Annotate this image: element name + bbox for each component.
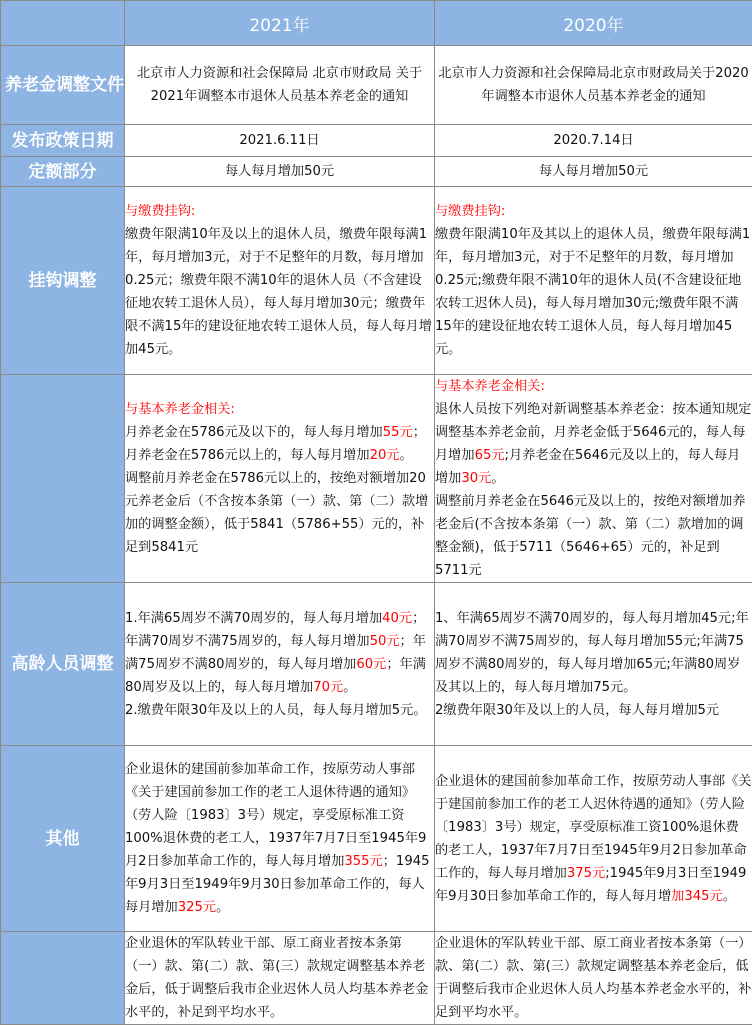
text-segment: ；年满70周岁不满75周岁的，每人每月增加 bbox=[125, 611, 425, 649]
text-segment: ;1945年9月3日至1949年9月30日参加革命工作的，每人每月增 bbox=[435, 866, 746, 904]
pension-2020 bbox=[435, 375, 752, 583]
text-segment: 。 bbox=[343, 680, 356, 695]
row-label-linked: 挂钩调整 bbox=[1, 187, 125, 375]
text-segment: ；月养老金在5786元以上的，每人每月增加 bbox=[125, 425, 426, 463]
row-label-other: 其他 bbox=[1, 746, 125, 932]
highlight-amount: 30元 bbox=[461, 471, 491, 486]
date-2021: 2021.6.11日 bbox=[125, 125, 435, 157]
column-header-2021: 2021年 bbox=[125, 1, 435, 46]
text-segment: 。 bbox=[400, 448, 413, 463]
fixed-2021: 每人每月增加50元 bbox=[125, 157, 435, 187]
text-segment: ；年满75周岁不满80周岁的，每人每月增加 bbox=[125, 634, 426, 672]
highlight-amount: 55元 bbox=[383, 425, 413, 440]
pension-2020-para1 bbox=[435, 398, 752, 490]
elderly-2020 bbox=[435, 583, 752, 746]
pension-2021-para1 bbox=[125, 421, 434, 467]
row-label-pension-empty bbox=[1, 375, 125, 583]
other-row bbox=[1, 746, 752, 932]
text-segment: 。 bbox=[216, 900, 229, 915]
highlight-amount: 20元 bbox=[370, 448, 400, 463]
highlight-amount: 325元 bbox=[178, 900, 216, 915]
highlight-amount: 375元 bbox=[567, 866, 605, 881]
linked-2021 bbox=[125, 187, 435, 375]
highlight-amount: 加345元 bbox=[671, 889, 723, 904]
highlight-amount: 50元 bbox=[370, 634, 400, 649]
text-segment: 企业退休的建国前参加革命工作，按原劳动人事部《关于建国前参加工作的老工人退休待遇的通知》（劳人险〔1983〕3号）规定，享受原标准工资100%退休费的老工人，1937年7月7日至1945年9月2日参加革命工作的，每人每月增加 bbox=[125, 762, 426, 869]
military-2020: 企业退休的军队转业干部、原工商业者按本条第（一）款、第(二）款、第(三）款规定调整基本养老金后，低于调整后我市企业迟休人员人均基本养老金水平的，补足到平均水平。 bbox=[435, 932, 752, 1025]
other-2020 bbox=[435, 746, 752, 932]
text-segment: 月养老金在5786元及以下的，每人每月增加 bbox=[125, 425, 383, 440]
military-2021: 企业退休的军队转业干部、原工商业者按本条第（一）款、第(二）款、第(三）款规定调整基本养老金后，低于调整后我市企业迟休人员人均基本养老金水平的，补足到平均水平。 bbox=[125, 932, 435, 1025]
document-row bbox=[1, 46, 752, 125]
linked-2020 bbox=[435, 187, 752, 375]
date-row bbox=[1, 125, 752, 157]
other-2021 bbox=[125, 746, 435, 932]
highlight-amount: 70元 bbox=[313, 680, 343, 695]
other-2020-para bbox=[435, 770, 752, 908]
corner-cell bbox=[1, 1, 125, 46]
column-header-2020: 2020年 bbox=[435, 1, 752, 46]
text-segment: 。 bbox=[723, 889, 736, 904]
row-label-fixed: 定额部分 bbox=[1, 157, 125, 187]
document-2021: 北京市人力资源和社会保障局 北京市财政局 关于2021年调整本市退休人员基本养老金的通知 bbox=[125, 46, 435, 125]
elderly-2021-para1 bbox=[125, 607, 434, 699]
pension-2021 bbox=[125, 375, 435, 583]
header-row bbox=[1, 1, 752, 46]
other-2021-para bbox=[125, 758, 434, 919]
document-2020: 北京市人力资源和社会保障局北京市财政局关于2020年调整本市退休人员基本养老金的通知 bbox=[435, 46, 752, 125]
elderly-2020-para1: 1、年满65周岁不满70周岁的，每人每月增加45元;年满70周岁不满75周岁的，每人每月增加55元;年满75周岁不满80周岁的，每人每月增加65元;年满80周岁及其以上的，每人每月增加75元。 bbox=[435, 607, 752, 699]
row-label-document: 养老金调整文件 bbox=[1, 46, 125, 125]
linked-2021-heading: 与缴费挂钩: bbox=[125, 200, 434, 223]
row-label-elderly: 高龄人员调整 bbox=[1, 583, 125, 746]
pension-2020-heading: 与基本养老金相关: bbox=[435, 375, 752, 398]
text-segment: 。 bbox=[491, 471, 504, 486]
highlight-amount: 60元 bbox=[356, 657, 386, 672]
highlight-amount: 65元 bbox=[475, 448, 505, 463]
elderly-2020-para2: 2缴费年限30年及以上的人员，每人每月增加5元 bbox=[435, 699, 752, 722]
text-segment: 1.年满65周岁不满70周岁的，每人每月增加 bbox=[125, 611, 382, 626]
text-segment: ;月养老金在5646元及以上的，每人每月增加 bbox=[435, 448, 740, 486]
linked-2020-heading: 与缴费挂钩: bbox=[435, 200, 752, 223]
fixed-2020: 每人每月增加50元 bbox=[435, 157, 752, 187]
fixed-row bbox=[1, 157, 752, 187]
elderly-row bbox=[1, 583, 752, 746]
pension-row bbox=[1, 375, 752, 583]
pension-2021-para2: 调整前月养老金在5786元以上的，按绝对额增加20元养老金后（不含按本条第（一）款、第（二）款增加的调整金额），低于5841（5786+55）元的，补足到5841元 bbox=[125, 467, 434, 559]
pension-2020-para2: 调整前月养老金在5646元及以上的，按绝对额增加养老金后(不含按本条第（一）款、第（二）款增加的调整金额)，低于5711（5646+65）元的，补足到5711元 bbox=[435, 490, 752, 582]
elderly-2021 bbox=[125, 583, 435, 746]
highlight-amount: 355元 bbox=[344, 854, 382, 869]
text-segment: 退休人员按下列绝对新调整基本养老金：按本通知规定调整基本养老金前，月养老金低于5646元的，每人每月增加 bbox=[435, 402, 752, 463]
row-label-military-empty bbox=[1, 932, 125, 1025]
military-row bbox=[1, 932, 752, 1025]
highlight-amount: 40元 bbox=[382, 611, 412, 626]
date-2020: 2020.7.14日 bbox=[435, 125, 752, 157]
pension-2021-heading: 与基本养老金相关: bbox=[125, 398, 434, 421]
linked-row bbox=[1, 187, 752, 375]
elderly-2021-para2: 2.缴费年限30年及以上的人员，每人每月增加5元。 bbox=[125, 699, 434, 722]
text-segment: ；年满80周岁及以上的，每人每月增加 bbox=[125, 657, 426, 695]
row-label-date: 发布政策日期 bbox=[1, 125, 125, 157]
linked-2021-body: 缴费年限满10年及以上的退休人员，缴费年限每满1年，每月增加3元，对于不足整年的月数，每月增加0.25元；缴费年限不满10年的退休人员（不含建设征地农转工退休人员），每人每月增加30元；缴费年限不满15年的建设征地农转工退休人员，每人每月增加45元。 bbox=[125, 223, 434, 361]
text-segment: ；1945年9月3日至1949年9月30日参加革命工作的，每人每月增加 bbox=[125, 854, 430, 915]
linked-2020-body: 缴费年限满10年及其以上的退休人员，缴费年限每满1年，每月增加3元，对于不足整年的月数，每月增加0.25元;缴费年限不满10年的退休人员(不含建设征地农转工迟休人员)，每人每月增加30元;缴费年限不满15年的建设征地农转工退休人员，每人每月增加45元。 bbox=[435, 223, 752, 361]
text-segment: 企业退休的建国前参加革命工作，按原劳动人事部《关于建国前参加工作的老工人迟休待遇的通知》（劳人险〔1983〕3号）规定，享受原标准工资100%退休费的老工人，1937年7月7日至1945年9月2日参加革命工作的，每人每月增加 bbox=[435, 774, 752, 881]
